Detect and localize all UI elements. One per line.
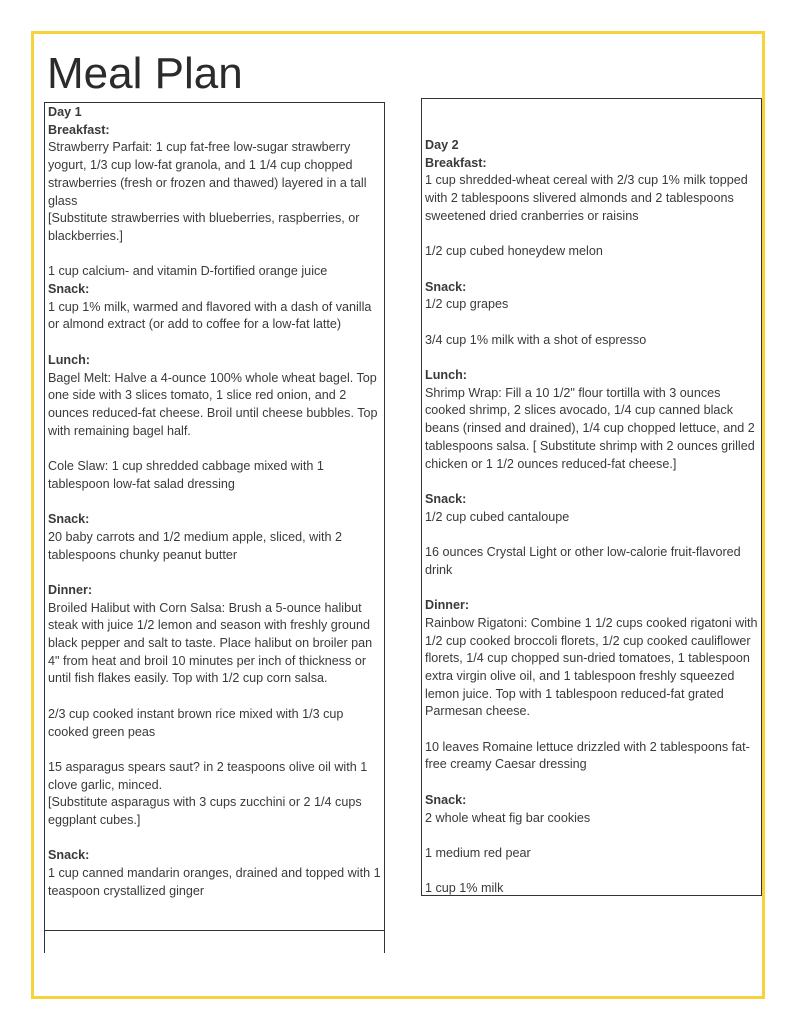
day1-column [44, 102, 385, 931]
day2-breakfast-item: 1 cup shredded-wheat cereal with 2/3 cup 1% milk topped with 2 tablespoons slivered almonds and 2 tablespoons sweetened dried cranberries or raisins [425, 173, 748, 223]
day2-snack-heading: Snack: [425, 491, 467, 506]
day2-snack-heading: Snack: [425, 279, 467, 294]
day1-snack-item: 20 baby carrots and 1/2 medium apple, sliced, with 2 tablespoons chunky peanut butter [48, 529, 343, 562]
day2-lunch-item: Shrimp Wrap: Fill a 10 1/2" flour tortilla with 3 ounces cooked shrimp, 2 slices avocado, 1/4 cup canned black beans (rinsed and drained), 1/4 cup chopped lettuce, and 2 tablespoons salsa. [ Substitute shrimp with 2 ounces grilled chicken or 1 1/2 ounces reduced-fat cheese.] [425, 385, 755, 471]
day1-snack-item: 1 cup canned mandarin oranges, drained and topped with 1 teaspoon crystallized ginger [48, 866, 381, 898]
day2-snack-item: 1 cup 1% milk [425, 881, 504, 896]
day1-breakfast-item: 1 cup calcium- and vitamin D-fortified orange juice [48, 264, 328, 279]
day2-breakfast-heading: Breakfast: [425, 155, 487, 170]
day2-snack-heading: Snack: [425, 792, 467, 807]
day1-snack-heading: Snack: [48, 512, 90, 527]
day1-dinner-note: [Substitute asparagus with 3 cups zucchini or 2 1/4 cups eggplant cubes.] [48, 795, 362, 828]
day2-column [421, 98, 762, 896]
day1-breakfast-item: Strawberry Parfait: 1 cup fat-free low-sugar strawberry yogurt, 1/3 cup low-fat granola, and 1 1/4 cup chopped strawberries (fresh or frozen and thawed) layered in a tall glass [48, 140, 367, 208]
day1-breakfast-note: [Substitute strawberries with blueberries, raspberries, or blackberries.] [48, 211, 360, 243]
day1-lunch-heading: Lunch: [48, 352, 90, 367]
day2-label: Day 2 [425, 138, 459, 152]
page-title: Meal Plan [47, 49, 243, 98]
day1-column-footer [44, 930, 385, 953]
day1-label: Day 1 [48, 105, 82, 119]
day1-snack-heading: Snack: [48, 282, 90, 297]
day2-snack-item: 2 whole wheat fig bar cookies [425, 810, 591, 825]
day1-dinner-heading: Dinner: [48, 582, 93, 597]
day2-snack-item: 16 ounces Crystal Light or other low-calorie fruit-flavored drink [425, 545, 741, 577]
day1-dinner-item: 2/3 cup cooked instant brown rice mixed with 1/3 cup cooked green peas [48, 706, 344, 739]
day2-snack-item: 1/2 cup cubed cantaloupe [425, 509, 570, 524]
day1-lunch-item: Cole Slaw: 1 cup shredded cabbage mixed with 1 tablespoon low-fat salad dressing [48, 459, 324, 491]
day2-dinner-item: Rainbow Rigatoni: Combine 1 1/2 cups cooked rigatoni with 1/2 cup cooked broccoli florets, 1/2 cup cooked cauliflower florets, 1/4 cup chopped sun-dried tomatoes, 1 tablespoon extra virgin olive oil, and 1 tablespoon freshly squeezed lemon juice. Top with 1 tablespoon reduced-fat grated Parmesan cheese. [425, 615, 758, 719]
day2-lunch-heading: Lunch: [425, 368, 467, 383]
day2-dinner-item: 10 leaves Romaine lettuce drizzled with 2 tablespoons fat-free creamy Caesar dressing [425, 739, 750, 772]
day2-snack-item: 3/4 cup 1% milk with a shot of espresso [425, 332, 647, 347]
day1-snack-heading: Snack: [48, 848, 90, 863]
day2-snack-item: 1/2 cup grapes [425, 297, 509, 312]
day2-snack-item: 1 medium red pear [425, 845, 531, 860]
day2-breakfast-item: 1/2 cup cubed honeydew melon [425, 244, 603, 259]
day1-dinner-item: Broiled Halibut with Corn Salsa: Brush a 5-ounce halibut steak with juice 1/2 lemon and season with freshly ground black pepper and salt to taste. Place halibut on broiler pan 4" from heat and broil 10 minutes per inch of thickness or until fish flakes easily. Top with 1/2 cup corn salsa. [48, 600, 373, 686]
day2-dinner-heading: Dinner: [425, 598, 470, 613]
day1-lunch-item: Bagel Melt: Halve a 4-ounce 100% whole wheat bagel. Top one side with 3 slices tomato, 1 slice red onion, and 2 ounces reduced-fat cheese. Broil until cheese bubbles. Top with remaining bagel half. [48, 370, 378, 438]
day1-dinner-item: 15 asparagus spears saut? in 2 teaspoons olive oil with 1 clove garlic, minced. [48, 759, 368, 792]
day1-breakfast-heading: Breakfast: [48, 122, 110, 137]
day1-snack-item: 1 cup 1% milk, warmed and flavored with a dash of vanilla or almond extract (or add to coffee for a low-fat latte) [48, 299, 372, 332]
